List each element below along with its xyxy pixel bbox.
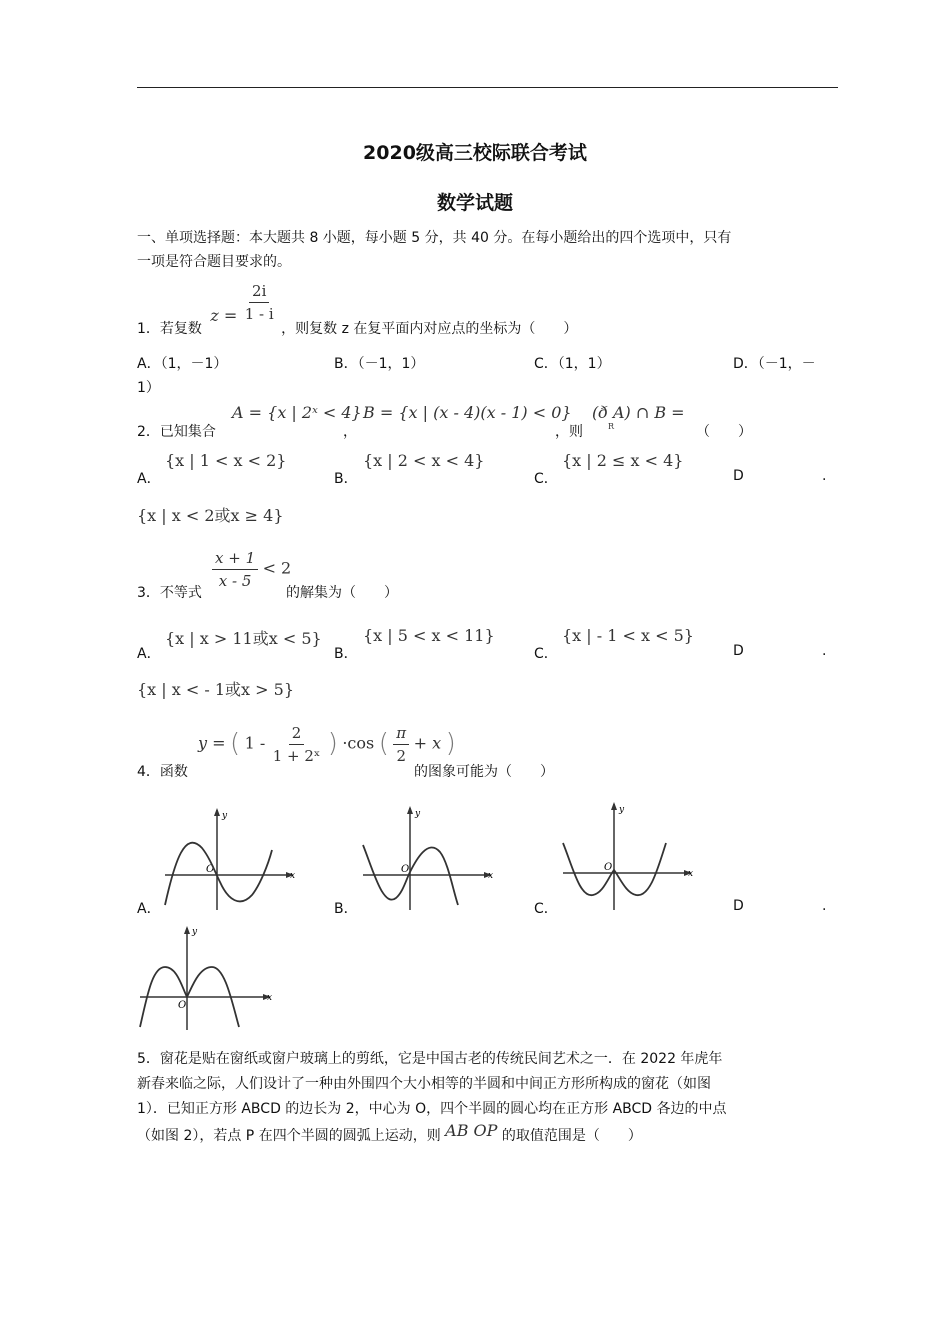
q4-frac1-den: 1 + 2ˣ — [272, 747, 321, 765]
q5-vector-expression: AB OP — [445, 1121, 498, 1140]
question-5 — [137, 1047, 838, 1149]
q3-option-a-label: A． — [137, 646, 161, 662]
q1-option-b: B．（－1，1） — [334, 356, 425, 372]
q1-prefix: 1．若复数 — [137, 320, 202, 337]
q4-option-b-label: B． — [334, 901, 358, 917]
q3-formula-rhs: < 2 — [262, 558, 292, 578]
subject-title: 数学试题 — [436, 192, 513, 214]
q4-option-c-label: C． — [534, 901, 558, 917]
q2-option-d-label: D — [733, 468, 744, 484]
q5-line4 — [137, 1122, 838, 1149]
q1-frac-den: 1 - i — [244, 305, 274, 323]
q4-fraction-1 — [270, 724, 324, 765]
q3-formula — [212, 549, 291, 590]
origin-label: O — [401, 864, 410, 875]
q2-option-b: {x | 2 < x < 4} — [363, 451, 485, 470]
q2-comma: ， — [343, 424, 357, 440]
q2-option-c: {x | 2 ≤ x < 4} — [562, 451, 684, 470]
origin-label: O — [206, 864, 215, 875]
q3-fraction — [212, 549, 258, 590]
q3-frac-num: x + 1 — [212, 549, 258, 570]
q4-option-a-label: A． — [137, 901, 161, 917]
header-rule — [137, 87, 838, 88]
q3-option-b: {x | 5 < x < 11} — [363, 626, 495, 645]
q1-frac-num: 2i — [249, 282, 269, 303]
q2-option-d-dot: . — [822, 468, 827, 484]
q3-option-c: {x | - 1 < x < 5} — [562, 626, 694, 645]
q4-frac2-num: π — [393, 724, 409, 745]
q3-option-d-label: D — [733, 643, 744, 659]
curve — [165, 843, 272, 905]
x-axis-label: x — [688, 869, 694, 879]
q4-formula-one: 1 - — [244, 733, 266, 753]
q1-option-c: C．（1，1） — [534, 356, 611, 372]
q5-line2: 新春来临之际，人们设计了一种由外围四个大小相等的半圆和中间正方形所构成的窗花（如图 — [137, 1076, 711, 1092]
y-axis-label: y — [619, 805, 625, 815]
q5-line4-text: （如图 2），若点 P 在四个半圆的圆弧上运动，则 — [137, 1128, 441, 1144]
q4-formula-plus-x: + x — [413, 733, 442, 753]
section-instructions — [137, 226, 838, 274]
q1-option-a: A．（1，－1） — [137, 356, 228, 372]
q2-prefix: 2．已知集合 — [137, 424, 216, 440]
q3-prefix: 3．不等式 — [137, 585, 202, 601]
q2-set-b-text: B = {x | (x - 4)(x - 1) < 0} — [363, 403, 572, 422]
q2-expression-text: (ð A) ∩ B = — [592, 403, 685, 422]
q4-option-d-dot: . — [822, 898, 827, 914]
q4-formula-cos: ·cos — [342, 733, 375, 753]
q2-option-c-label: C． — [534, 471, 558, 487]
y-axis-label: y — [415, 809, 421, 819]
q2-paren: （ ） — [696, 424, 752, 440]
q5-line3: 1）．已知正方形 ABCD 的边长为 2，中心为 O，四个半圆的圆心均在正方形 ABCD 各边的中点 — [137, 1101, 727, 1117]
q4-frac2-den: 2 — [396, 747, 406, 765]
q1-suffix: ，则复数 z 在复平面内对应点的坐标为（ ） — [281, 320, 578, 337]
q4-frac1-num: 2 — [289, 724, 305, 745]
y-axis-label: y — [192, 927, 198, 937]
q5-line1: 5．窗花是贴在窗纸或窗户玻璃上的剪纸，它是中国古老的传统民间艺术之一．在 2022 年虎年 — [137, 1051, 723, 1067]
q4-graph-c — [558, 798, 698, 915]
q4-fraction-2 — [393, 724, 409, 765]
q3-option-b-label: B． — [334, 646, 358, 662]
x-axis-label: x — [267, 993, 273, 1003]
x-axis-label: x — [488, 871, 494, 881]
q3-suffix: 的解集为（ ） — [286, 585, 398, 601]
section-instructions-line1: 一、单项选择题：本大题共 8 小题，每小题 5 分，共 40 分。在每小题给出的四个选项中，只有 — [137, 230, 732, 246]
q1-fraction — [242, 282, 277, 323]
q2-then: ，则 — [555, 424, 583, 440]
q4-formula: y = ( 1 - $\frac{2}{\text{1 + 2ˣ}}$ ) ·cos ( $\frac{\pi}{2}$ + x ) — [198, 724, 456, 765]
q2-option-a-label: A． — [137, 471, 161, 487]
q5-line4-suffix: 的取值范围是（ ） — [501, 1128, 642, 1144]
q2-expression-subscript: R — [608, 422, 615, 431]
y-axis-label: y — [222, 811, 228, 821]
q2-set-a-text: A = {x | 2ˣ < 4} — [232, 403, 362, 422]
origin-label: O — [178, 1000, 187, 1011]
q4-option-d-label: D — [733, 898, 744, 914]
q3-option-c-label: C． — [534, 646, 558, 662]
q3-option-a: {x | x > 11或x < 5} — [165, 629, 322, 648]
section-instructions-line2: 一项是符合题目要求的。 — [137, 254, 291, 270]
q2-option-b-label: B． — [334, 471, 358, 487]
q4-graph-b — [358, 800, 498, 915]
q4-suffix: 的图象可能为（ ） — [414, 764, 554, 780]
q3-option-d-dot: . — [822, 643, 827, 659]
q2-option-a: {x | 1 < x < 2} — [165, 451, 287, 470]
q1-formula-lhs: z = — [210, 305, 238, 325]
q1-option-d: D．（－1，－ — [733, 356, 816, 372]
question-1 — [137, 278, 578, 337]
origin-label: O — [604, 862, 613, 873]
exam-title: 2020级高三校际联合考试 — [363, 142, 587, 164]
q3-option-d: {x | x < - 1或x > 5} — [137, 680, 295, 699]
q2-expression — [592, 403, 685, 431]
x-axis-label: x — [290, 871, 296, 881]
q4-prefix: 4．函数 — [137, 764, 188, 780]
q4-graph-d — [137, 922, 277, 1034]
q1-option-d-cont: 1） — [137, 380, 160, 396]
q2-option-d: {x | x < 2或x ≥ 4} — [137, 506, 284, 525]
q4-formula-y: y = — [198, 733, 226, 753]
q2-set-a — [232, 403, 362, 422]
q4-graph-a — [160, 800, 300, 915]
q2-set-b — [363, 403, 572, 422]
q3-frac-den: x - 5 — [218, 572, 252, 590]
